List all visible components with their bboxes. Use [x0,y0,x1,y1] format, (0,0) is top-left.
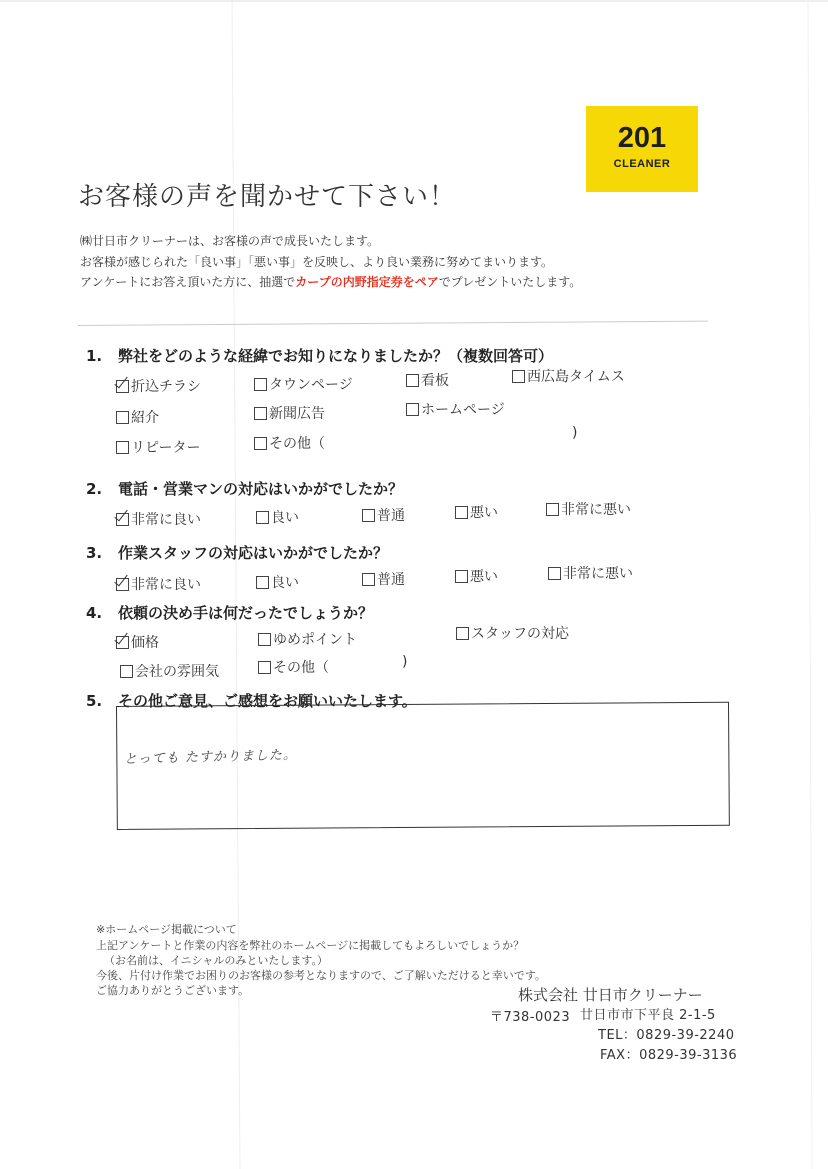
checkbox[interactable] [455,506,468,519]
checkbox[interactable] [548,567,561,580]
company-fax: FAX：0829-39-3136 [600,1048,738,1063]
checkbox[interactable] [456,627,469,640]
checkbox[interactable] [546,503,559,516]
q4-option-staff[interactable]: スタッフの対応 [456,623,569,643]
question-1: 1. 弊社をどのような経緯でお知りになりましたか？（複数回答可） [86,347,554,365]
q3-option-very-bad[interactable]: 非常に悪い [548,563,633,583]
question-5: 5. その他ご意見、ご感想をお願いいたします。 [86,692,417,710]
handwritten-comment: とっても たすかりました。 [123,747,298,768]
checkbox[interactable] [258,661,271,674]
checkbox[interactable] [406,403,419,416]
q1-option-townpage[interactable]: タウンページ [254,374,353,394]
note-line-5: ご協力ありがとうございます。 [96,984,250,997]
q1-option-referral[interactable]: 紹介 [116,407,159,427]
question-4: 4. 依頼の決め手は何だったでしょうか？ [86,604,374,622]
q4-other-close-paren: ) [402,654,408,670]
checkbox[interactable] [406,374,419,387]
q2-option-very-bad[interactable]: 非常に悪い [546,499,631,519]
q4-option-other[interactable]: その他（ [258,657,329,677]
q3-option-very-good[interactable]: 非常に良い [116,574,201,594]
checkbox[interactable] [256,511,269,524]
q1-option-repeater[interactable]: リピーター [116,437,200,457]
checkbox[interactable] [120,665,133,678]
checkbox[interactable] [254,378,267,391]
q3-option-bad[interactable]: 悪い [455,566,498,586]
q4-option-atmosphere[interactable]: 会社の雰囲気 [120,661,219,681]
company-name: 株式会社 廿日市クリーナー [518,986,703,1004]
checkbox[interactable] [258,633,271,646]
note-line-2: 上記アンケートと作業の内容を弊社のホームページに掲載してもよろしいでしょうか？ [96,939,525,952]
question-2: 2. 電話・営業マンの対応はいかがでしたか？ [86,480,404,498]
q1-option-nishihiroshima-times[interactable]: 西広島タイムス [512,366,625,386]
logo-subtext: CLEANER [613,158,671,170]
q2-option-bad[interactable]: 悪い [455,502,498,522]
postal-code: 〒738-0023 [490,1010,571,1025]
checkbox[interactable] [512,370,525,383]
checkbox[interactable] [455,570,468,583]
q1-option-signboard[interactable]: 看板 [406,370,449,390]
logo-number: 201 [617,122,667,154]
q2-option-very-good[interactable]: 非常に良い [116,509,201,529]
checkbox-checked[interactable] [116,380,129,393]
q1-option-newspaper[interactable]: 新聞広告 [254,403,325,423]
q4-option-price[interactable]: 価格 [116,632,159,652]
question-3: 3. 作業スタッフの対応はいかがでしたか？ [86,544,389,562]
comment-box[interactable] [116,702,730,830]
note-line-3: （お名前は、イニシャルのみといたします。） [104,954,328,967]
q1-other-close-paren: ) [572,425,578,441]
intro-line-1: ㈱廿日市クリーナーは、お客様の声で成長いたします。 [80,234,380,248]
intro-line-3: アンケートにお答え頂いた方に、抽選でカープの内野指定券をペアでプレゼントいたします。 [80,275,582,289]
q1-option-homepage[interactable]: ホームページ [406,399,505,419]
checkbox[interactable] [254,407,267,420]
checkbox[interactable] [116,411,129,424]
checkbox[interactable] [362,509,375,522]
q3-option-normal[interactable]: 普通 [362,569,405,589]
checkbox[interactable] [362,573,375,586]
checkbox-checked[interactable] [116,513,129,526]
q3-option-good[interactable]: 良い [256,572,299,592]
intro-line-2: お客様が感じられた「良い事」「悪い事」を反映し、より良い業務に努めてまいります。 [80,255,554,269]
company-logo [586,106,698,192]
checkbox-checked[interactable] [116,636,129,649]
company-tel: TEL：0829-39-2240 [598,1028,735,1043]
note-line-4: 今後、片付け作業でお困りのお客様の参考となりますので、ご了解いただけると幸いです。 [96,969,546,982]
company-address: 廿日市市下平良 2-1-5 [580,1008,716,1023]
q1-option-other[interactable]: その他（ [254,433,325,453]
page-title: お客様の声を聞かせて下さい！ [78,182,457,212]
checkbox[interactable] [254,437,267,450]
note-line-1: ※ホームページ掲載について [96,923,237,936]
checkbox[interactable] [256,576,269,589]
prize-highlight: カープの内野指定券をペア [295,275,439,289]
checkbox[interactable] [116,441,129,454]
q2-option-normal[interactable]: 普通 [362,505,405,525]
q2-option-good[interactable]: 良い [256,507,299,527]
checkbox-checked[interactable] [116,578,129,591]
q1-option-flyer[interactable]: 折込チラシ [116,376,201,396]
q4-option-yume-point[interactable]: ゆめポイント [258,629,357,649]
